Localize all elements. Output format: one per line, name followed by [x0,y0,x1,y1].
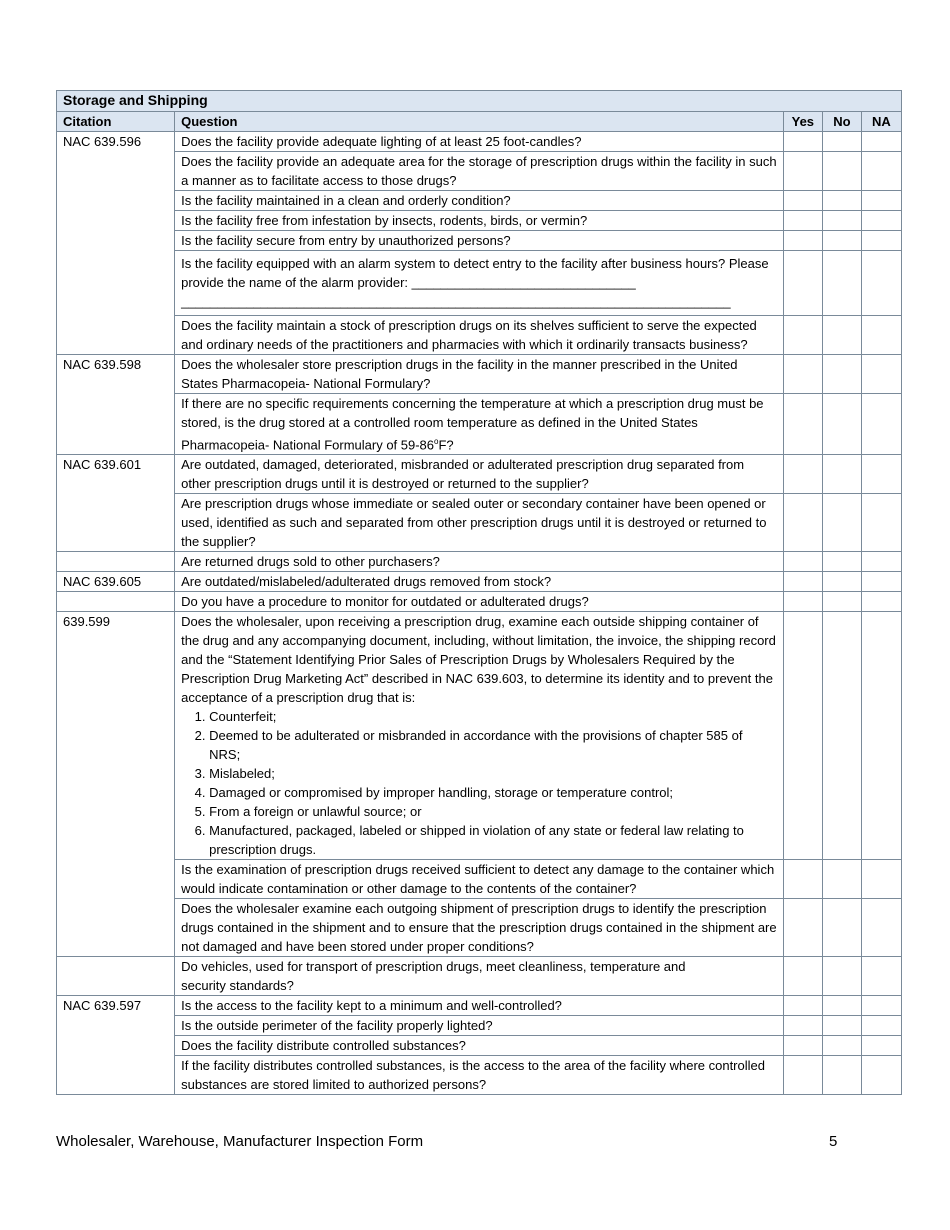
na-checkbox-cell[interactable] [861,191,901,211]
citation-cell: NAC 639.596 [57,132,175,355]
question-row [57,231,902,251]
no-checkbox-cell[interactable] [822,1036,861,1056]
question-cell: Are outdated, damaged, deteriorated, misbranded or adulterated prescription drug separated from other prescription drugs until it is destroyed or returned to the supplier? [175,455,784,494]
yes-checkbox-cell[interactable] [783,455,822,494]
na-checkbox-cell[interactable] [861,899,901,957]
question-row [57,612,902,860]
yes-checkbox-cell[interactable] [783,1016,822,1036]
na-checkbox-cell[interactable] [861,394,901,455]
section-title: Storage and Shipping [57,91,902,112]
na-checkbox-cell[interactable] [861,494,901,552]
question-row [57,1036,902,1056]
question-cell [175,394,784,455]
question-cell: Is the facility free from infestation by insects, rodents, birds, or vermin? [175,211,784,231]
citation-cell [57,592,175,612]
na-checkbox-cell[interactable] [861,251,901,316]
question-cell: Does the facility provide adequate lighting of at least 25 foot-candles? [175,132,784,152]
no-checkbox-cell[interactable] [822,455,861,494]
no-checkbox-cell[interactable] [822,996,861,1016]
na-checkbox-cell[interactable] [861,996,901,1016]
no-checkbox-cell[interactable] [822,592,861,612]
yes-header: Yes [783,112,822,132]
na-checkbox-cell[interactable] [861,552,901,572]
alarm-provider-line[interactable]: ____________________________________________________________________________ [181,294,731,309]
yes-checkbox-cell[interactable] [783,211,822,231]
question-row [57,899,902,957]
no-checkbox-cell[interactable] [822,612,861,860]
yes-checkbox-cell[interactable] [783,231,822,251]
degree-symbol: o [434,437,439,446]
citation-header: Citation [57,112,175,132]
yes-checkbox-cell[interactable] [783,899,822,957]
na-checkbox-cell[interactable] [861,612,901,860]
question-row [57,251,902,316]
yes-checkbox-cell[interactable] [783,1036,822,1056]
no-checkbox-cell[interactable] [822,132,861,152]
section-title-row [57,91,902,112]
question-cell: Does the wholesaler examine each outgoing shipment of prescription drugs to identify the prescription drugs contained in the shipment and to ensure that the prescription drugs contained in the shipment are not damaged and have been stored under proper conditions? [175,899,784,957]
question-row [57,957,902,996]
question-row [57,191,902,211]
no-checkbox-cell[interactable] [822,572,861,592]
na-checkbox-cell[interactable] [861,211,901,231]
no-checkbox-cell[interactable] [822,152,861,191]
question-cell [175,251,784,316]
question-row [57,316,902,355]
question-row [57,996,902,1016]
question-cell: Are prescription drugs whose immediate or sealed outer or secondary container have been opened or used, identified as such and separated from other prescription drugs until it is destroyed or returned to the supplier? [175,494,784,552]
no-checkbox-cell[interactable] [822,494,861,552]
temperature-question-text: If there are no specific requirements concerning the temperature at which a prescription drug must be stored, is the drug stored at a controlled room temperature as defined in the United States Pharmacopeia- National Formulary of 59-86 [181,396,764,453]
na-checkbox-cell[interactable] [861,1036,901,1056]
yes-checkbox-cell[interactable] [783,1056,822,1095]
na-header: NA [861,112,901,132]
na-checkbox-cell[interactable] [861,592,901,612]
no-checkbox-cell[interactable] [822,860,861,899]
list-item: 1. Counterfeit; [209,707,777,726]
yes-checkbox-cell[interactable] [783,494,822,552]
question-header: Question [175,112,784,132]
yes-checkbox-cell[interactable] [783,355,822,394]
yes-checkbox-cell[interactable] [783,251,822,316]
na-checkbox-cell[interactable] [861,1056,901,1095]
yes-checkbox-cell[interactable] [783,316,822,355]
no-checkbox-cell[interactable] [822,394,861,455]
footer-form-title: Wholesaler, Warehouse, Manufacturer Inspection Form [56,1133,424,1150]
question-cell: Is the access to the facility kept to a minimum and well-controlled? [175,996,784,1016]
na-checkbox-cell[interactable] [861,152,901,191]
na-checkbox-cell[interactable] [861,572,901,592]
na-checkbox-cell[interactable] [861,860,901,899]
na-checkbox-cell[interactable] [861,355,901,394]
yes-checkbox-cell[interactable] [783,592,822,612]
yes-checkbox-cell[interactable] [783,957,822,996]
page-number: 5 [829,1133,838,1150]
no-checkbox-cell[interactable] [822,211,861,231]
yes-checkbox-cell[interactable] [783,860,822,899]
examination-question-text: Does the wholesaler, upon receiving a prescription drug, examine each outside shipping container of the drug and any accompanying document, including, without limitation, the invoice, the shipping record and the “Statement Identifying Prior Sales of Prescription Drugs by Wholesalers Required by the Prescription Drug Marketing Act” described in NAC 639.603, to determine its identity and to prevent the acceptance of a prescription drug that is: [181,614,776,706]
question-cell: Do vehicles, used for transport of prescription drugs, meet cleanliness, temperature and security standards? [175,957,784,996]
list-item: 2. Deemed to be adulterated or misbranded in accordance with the provisions of chapter 585 of NRS; [209,726,777,764]
citation-cell: NAC 639.605 [57,572,175,592]
na-checkbox-cell[interactable] [861,455,901,494]
question-row [57,572,902,592]
question-row [57,860,902,899]
no-checkbox-cell[interactable] [822,251,861,316]
no-header: No [822,112,861,132]
question-cell [175,612,784,860]
no-checkbox-cell[interactable] [822,899,861,957]
citation-cell: 639.599 [57,612,175,957]
na-checkbox-cell[interactable] [861,1016,901,1036]
citation-cell: NAC 639.598 [57,355,175,455]
na-checkbox-cell[interactable] [861,316,901,355]
question-cell: Do you have a procedure to monitor for outdated or adulterated drugs? [175,592,784,612]
list-item: 5. From a foreign or unlawful source; or [209,802,777,821]
header-row [57,112,902,132]
citation-cell [57,957,175,996]
yes-checkbox-cell[interactable] [783,612,822,860]
question-cell: Are returned drugs sold to other purchasers? [175,552,784,572]
question-cell: If the facility distributes controlled substances, is the access to the area of the facility where controlled substances are stored limited to authorized persons? [175,1056,784,1095]
no-checkbox-cell[interactable] [822,1016,861,1036]
list-item: 4. Damaged or compromised by improper handling, storage or temperature control; [209,783,777,802]
question-cell: Does the facility distribute controlled substances? [175,1036,784,1056]
list-item: 3. Mislabeled; [209,764,777,783]
no-checkbox-cell[interactable] [822,231,861,251]
question-row [57,455,902,494]
no-checkbox-cell[interactable] [822,957,861,996]
no-checkbox-cell[interactable] [822,1056,861,1095]
question-cell: Is the facility secure from entry by unauthorized persons? [175,231,784,251]
question-row [57,211,902,231]
question-row [57,152,902,191]
question-row [57,1016,902,1036]
question-cell: Is the facility maintained in a clean and orderly condition? [175,191,784,211]
question-row [57,132,902,152]
question-row [57,552,902,572]
yes-checkbox-cell[interactable] [783,132,822,152]
na-checkbox-cell[interactable] [861,132,901,152]
prohibited-drug-list [181,707,777,859]
question-row [57,355,902,394]
no-checkbox-cell[interactable] [822,552,861,572]
question-cell: Are outdated/mislabeled/adulterated drugs removed from stock? [175,572,784,592]
yes-checkbox-cell[interactable] [783,394,822,455]
no-checkbox-cell[interactable] [822,355,861,394]
question-cell: Does the wholesaler store prescription drugs in the facility in the manner prescribed in the United States Pharmacopeia- National Formulary? [175,355,784,394]
question-cell: Does the facility provide an adequate area for the storage of prescription drugs within the facility in such a manner as to facilitate access to those drugs? [175,152,784,191]
yes-checkbox-cell[interactable] [783,552,822,572]
storage-shipping-table [56,90,902,1095]
no-checkbox-cell[interactable] [822,316,861,355]
citation-cell: NAC 639.597 [57,996,175,1095]
list-item: 6. Manufactured, packaged, labeled or shipped in violation of any state or federal law relating to prescription drugs. [209,821,777,859]
alarm-question-text: Is the facility equipped with an alarm system to detect entry to the facility after business hours? Please provide the name of the alarm provider: _______________________________ [181,256,769,290]
temperature-unit: F? [438,437,454,453]
question-row [57,394,902,455]
question-cell: Is the examination of prescription drugs received sufficient to detect any damage to the container which would indicate contamination or other damage to the contents of the container? [175,860,784,899]
citation-cell [57,552,175,572]
yes-checkbox-cell[interactable] [783,996,822,1016]
yes-checkbox-cell[interactable] [783,152,822,191]
yes-checkbox-cell[interactable] [783,572,822,592]
question-row [57,1056,902,1095]
no-checkbox-cell[interactable] [822,191,861,211]
na-checkbox-cell[interactable] [861,957,901,996]
question-cell: Is the outside perimeter of the facility properly lighted? [175,1016,784,1036]
citation-cell: NAC 639.601 [57,455,175,552]
question-cell: Does the facility maintain a stock of prescription drugs on its shelves sufficient to serve the expected and ordinary needs of the practitioners and pharmacies with which it ordinarily transacts business? [175,316,784,355]
yes-checkbox-cell[interactable] [783,191,822,211]
na-checkbox-cell[interactable] [861,231,901,251]
question-row [57,592,902,612]
question-row [57,494,902,552]
